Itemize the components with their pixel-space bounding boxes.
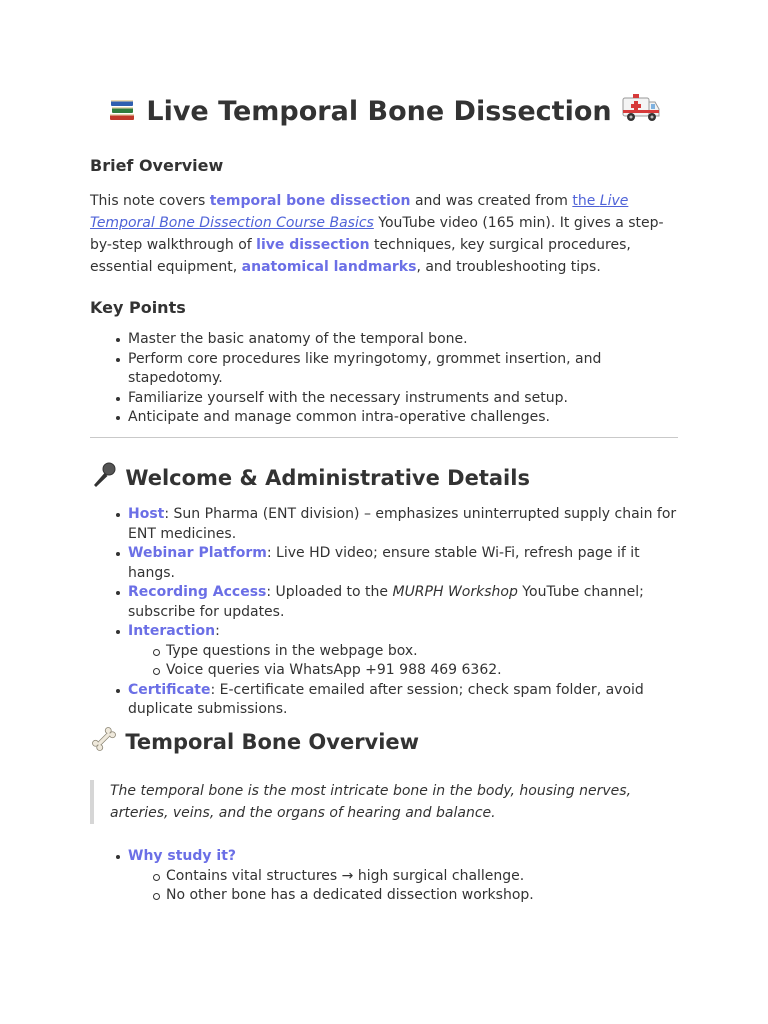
temporal-bone-heading-text: Temporal Bone Overview — [125, 730, 420, 754]
temporal-bone-heading — [90, 725, 678, 758]
brief-overview-heading: Brief Overview — [90, 156, 224, 175]
keyword-live-dissection: live dissection — [256, 237, 370, 253]
list-item: Master the basic anatomy of the temporal bone. — [90, 330, 678, 350]
page-title-text: Live Temporal Bone Dissection — [146, 96, 612, 127]
webinar-label: Webinar Platform — [128, 545, 267, 561]
keyword-temporal-bone-dissection: temporal bone dissection — [209, 193, 411, 209]
interaction-sublist — [128, 642, 678, 681]
ambulance-icon — [621, 92, 661, 131]
page-title — [90, 92, 678, 131]
note-page — [90, 0, 678, 1024]
bone-icon — [90, 725, 118, 758]
list-item: Familiarize yourself with the necessary instruments and setup. — [90, 389, 678, 409]
overview-text-5: , and troubleshooting tips. — [416, 259, 601, 275]
overview-text-1: This note covers — [90, 193, 210, 209]
certificate-text: : E-certificate emailed after session; check spam folder, avoid duplicate submissions. — [128, 681, 644, 717]
recording-label: Recording Access — [128, 584, 267, 600]
list-item-certificate — [90, 681, 678, 720]
list-item-why-study — [90, 847, 678, 906]
section-divider — [90, 437, 678, 438]
why-study-list — [90, 847, 678, 906]
key-points-heading: Key Points — [90, 298, 186, 317]
host-text: : Sun Pharma (ENT division) – emphasizes uninterrupted supply chain for ENT medicines. — [128, 506, 677, 542]
link-prefix: the — [572, 193, 600, 209]
overview-quote: The temporal bone is the most intricate bone in the body, housing nerves, arteries, veins, and the organs of hearing and balance. — [90, 780, 678, 824]
overview-paragraph — [90, 190, 678, 278]
why-study-sublist — [128, 867, 678, 906]
list-item-recording — [90, 583, 678, 622]
sub-list-item: No other bone has a dedicated dissection workshop. — [128, 886, 678, 906]
sub-list-item: Type questions in the webpage box. — [128, 642, 678, 662]
overview-text-3: YouTube video (165 min). It gives a step-by-step walkthrough of — [90, 215, 664, 253]
interaction-label: Interaction — [128, 623, 216, 639]
list-item-host — [90, 505, 678, 544]
recording-text-2: YouTube channel; subscribe for updates. — [128, 584, 644, 620]
certificate-label: Certificate — [128, 681, 211, 698]
microphone-icon — [90, 461, 118, 494]
list-item: Perform core procedures like myringotomy, grommet insertion, and stapedotomy. — [90, 350, 678, 389]
key-points-list — [90, 330, 678, 428]
recording-text-1: : Uploaded to the — [266, 584, 393, 600]
admin-details-list — [90, 505, 678, 720]
books-icon — [107, 94, 137, 131]
welcome-heading-text: Welcome & Administrative Details — [125, 466, 530, 490]
overview-text-4: techniques, key surgical procedures, essential equipment, — [90, 237, 631, 275]
interaction-colon: : — [215, 623, 220, 639]
recording-channel: MURPH Workshop — [392, 584, 518, 600]
overview-text-2: and was created from — [410, 193, 573, 209]
list-item-webinar — [90, 544, 678, 583]
sub-list-item: Contains vital structures → high surgical challenge. — [128, 867, 678, 887]
link-title: Live Temporal Bone Dissection Course Basics — [90, 193, 629, 231]
keyword-anatomical-landmarks: anatomical landmarks — [241, 259, 417, 275]
sub-list-item: Voice queries via WhatsApp +91 988 469 6362. — [128, 661, 678, 681]
welcome-heading — [90, 461, 678, 494]
host-label: Host — [128, 506, 165, 522]
webinar-text: : Live HD video; ensure stable Wi-Fi, refresh page if it hangs. — [128, 545, 640, 581]
list-item-interaction — [90, 622, 678, 681]
list-item: Anticipate and manage common intra-operative challenges. — [90, 408, 678, 428]
why-study-label: Why study it? — [128, 848, 237, 864]
